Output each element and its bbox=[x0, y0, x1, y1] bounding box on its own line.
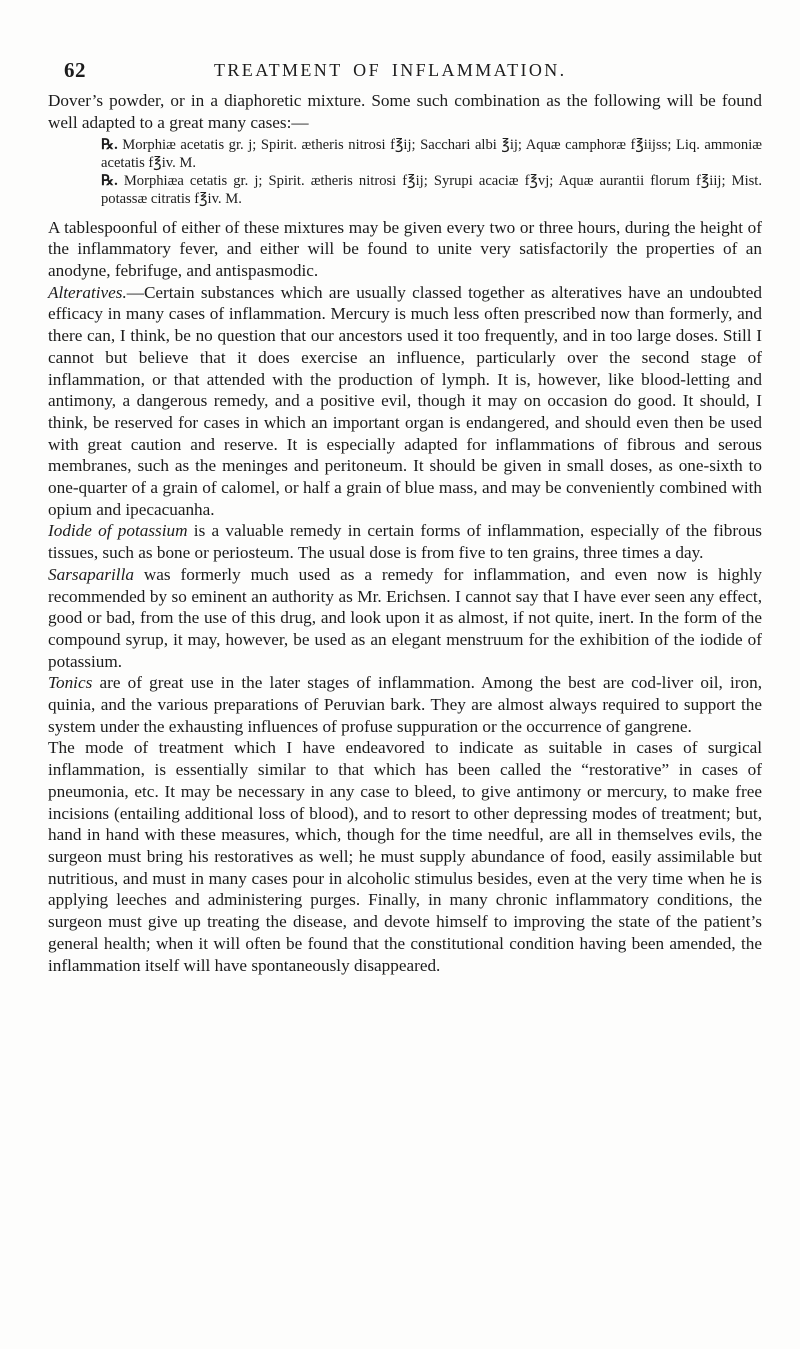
page-number: 62 bbox=[64, 58, 86, 82]
section-title: Alteratives. bbox=[48, 282, 127, 302]
recipe-symbol: ℞. bbox=[101, 137, 118, 154]
section-sarsaparilla bbox=[48, 564, 762, 673]
prescription-2 bbox=[48, 173, 762, 209]
dosage-paragraph: A tablespoonful of either of these mixtures may be given every two or three hours, during the height of the inflammatory fever, and either will be found to unite very satisfactorily the properties of an anodyne, febrifuge, and antispasmodic. bbox=[48, 217, 762, 280]
prescription-1 bbox=[48, 137, 762, 173]
recipe-symbol: ℞. bbox=[101, 173, 118, 189]
section-tonics bbox=[48, 672, 762, 737]
section-text: was formerly much used as a remedy for inflammation, and even now is highly recommended by so eminent an authority as Mr. Erichsen. I cannot say that I have ever seen any effect, good or bad, from the use of this drug, and look upon it as almost, if not quite, inert. In the form of the compound syrup, it may, however, be used as an elegant menstruum for the exhibition of the iodide of potassium. bbox=[48, 564, 762, 671]
section-iodide bbox=[48, 520, 762, 563]
section-text: —Certain substances which are usually classed together as alteratives have an undoubted efficacy in many cases of inflammation. Mercury is much less often prescribed now than formerly, and there can, I think, be no question that our ancestors used it too frequently, and in too large doses. Still I cannot but believe that it does exercise an influence, particularly over the second stage of inflammation, or that attended with the production of lymph. It is, however, like blood-letting and antimony, a dangerous remedy, and a positive evil, though it may on occasion do good. It should, I think, be reserved for cases in which an important organ is endangered, and should even then be used with great caution and reserve. It is especially adapted for inflammations of fibrous and serous membranes, such as the meninges and peritoneum. It should be given in small doses, as one-sixth to one-quarter of a grain of calomel, or half a grain of blue mass, and may be conveniently combined with opium and ipecacuanha. bbox=[48, 282, 762, 519]
section-alteratives bbox=[48, 282, 762, 521]
section-text: are of great use in the later stages of inflammation. Among the best are cod-liver oil, iron, quinia, and the various preparations of Peruvian bark. They are almost always required to support the system under the exhausting influences of profuse suppuration or the occurrence of gangrene. bbox=[48, 673, 762, 736]
running-head bbox=[64, 58, 754, 86]
prescription-text: Morphiæa cetatis gr. j; Spirit. ætheris nitrosi f℥ij; Syrupi acaciæ f℥vj; Aquæ aurantii florum f℥iij; Mist. potassæ citratis f℥iv. M. bbox=[101, 173, 763, 207]
prescription-list bbox=[48, 137, 762, 208]
prescription-text: Morphiæ acetatis gr. j; Spirit. ætheris nitrosi f℥ij; Sacchari albi ℥ij; Aquæ camphoræ f℥iijss; Liq. ammoniæ acetatis f℥iv. M. bbox=[101, 137, 762, 172]
section-title: Tonics bbox=[48, 673, 93, 693]
section-text: is a valuable remedy in certain forms of inflammation, especially of the fibrous tissues, such as bone or periosteum. The usual dose is from five to ten grains, three times a day. bbox=[48, 521, 762, 563]
closing-paragraph: The mode of treatment which I have endeavored to indicate as suitable in cases of surgical inflammation, is essentially similar to that which has been called the “restorative” in cases of pneumonia, etc. It may be necessary in any case to bleed, to give antimony or mercury, to make free incisions (entailing additional loss of blood), and to resort to other depressing modes of treatment; but, hand in hand with these measures, which, though for the time needful, are all in themselves evils, the surgeon must bring his restoratives as well; he must supply abundance of food, easily assimilable but nutritious, and must in many cases pour in alcoholic stimulus besides, even at the very time when he is applying leeches and administering purges. Finally, in many chronic inflammatory conditions, the surgeon must give up treating the disease, and devote himself to improving the state of the patient’s general health; when it will often be found that the constitutional condition having been amended, the inflammation itself will have spontaneously disappeared. bbox=[48, 738, 762, 975]
intro-paragraph: Dover’s powder, or in a diaphoretic mixture. Some such combination as the following will be found well adapted to a great many cases:— bbox=[48, 91, 762, 132]
body-text bbox=[48, 90, 762, 976]
section-title: Iodide of potassium bbox=[48, 521, 188, 541]
section-title: Sarsaparilla bbox=[48, 564, 134, 584]
running-title: TREATMENT OF INFLAMMATION. bbox=[214, 60, 567, 80]
